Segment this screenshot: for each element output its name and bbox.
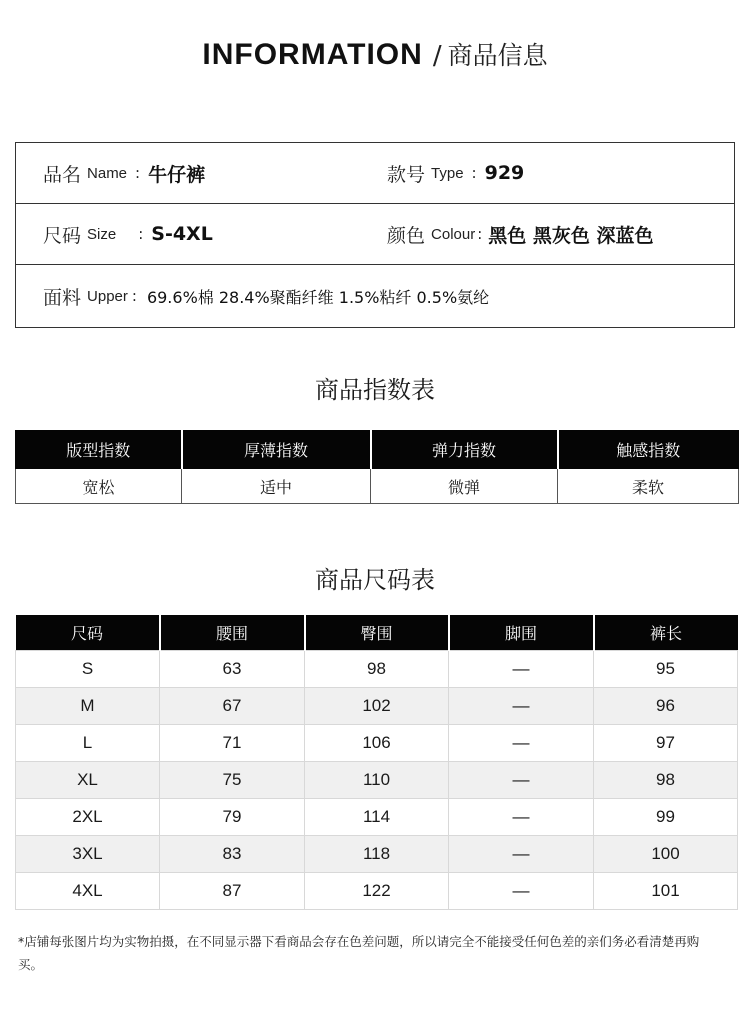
table-cell: 95	[594, 651, 738, 688]
table-cell: 102	[305, 688, 449, 725]
upper-colon: :	[131, 287, 137, 305]
header-title-en: INFORMATION	[202, 38, 423, 71]
size-label-cn: 尺码	[43, 224, 82, 247]
table-row	[16, 688, 738, 725]
table-cell: —	[449, 651, 594, 688]
info-size	[43, 204, 213, 264]
type-value: 929	[484, 162, 525, 184]
size-table-body	[16, 651, 738, 910]
name-label-en: Name	[87, 164, 128, 182]
table-row	[16, 799, 738, 836]
size-colon: :	[138, 225, 144, 243]
type-colon: :	[471, 164, 477, 182]
page-header	[0, 36, 750, 72]
index-header-elasticity: 弹力指数	[371, 431, 558, 469]
table-cell: —	[449, 688, 594, 725]
colour-label-en: Colour	[431, 225, 476, 243]
table-cell: 99	[594, 799, 738, 836]
info-row-name-type	[16, 143, 734, 204]
index-section-title: 商品指数表	[315, 376, 435, 404]
size-header-hip: 臀围	[305, 615, 449, 651]
upper-value: 69.6%棉 28.4%聚酯纤维 1.5%粘纤 0.5%氨纶	[146, 287, 490, 307]
info-upper	[43, 265, 489, 327]
colour-value: 黑色 黑灰色 深蓝色	[488, 224, 654, 247]
size-section-title: 商品尺码表	[315, 566, 435, 594]
index-header-fit: 版型指数	[16, 431, 182, 469]
name-value: 牛仔裤	[148, 163, 206, 186]
upper-label-en: Upper	[87, 287, 128, 305]
table-cell: 71	[160, 725, 305, 762]
index-value-row	[16, 469, 739, 504]
table-row	[16, 836, 738, 873]
table-cell: 118	[305, 836, 449, 873]
info-row-size-colour	[16, 204, 734, 265]
table-cell: —	[449, 762, 594, 799]
table-cell: 67	[160, 688, 305, 725]
table-cell: 75	[160, 762, 305, 799]
header-separator: /	[432, 41, 442, 71]
table-cell: 63	[160, 651, 305, 688]
size-header-size: 尺码	[16, 615, 160, 651]
table-cell: 98	[594, 762, 738, 799]
index-value-fit: 宽松	[16, 469, 182, 504]
index-header-row	[16, 431, 739, 469]
table-row	[16, 873, 738, 910]
size-table	[15, 615, 738, 910]
table-cell: 4XL	[16, 873, 160, 910]
table-cell: —	[449, 873, 594, 910]
size-label-en: Size	[87, 225, 117, 243]
table-cell: M	[16, 688, 160, 725]
table-cell: 110	[305, 762, 449, 799]
table-cell: S	[16, 651, 160, 688]
product-info-box	[15, 142, 735, 328]
table-cell: 114	[305, 799, 449, 836]
table-cell: 122	[305, 873, 449, 910]
colour-colon: :	[477, 225, 483, 243]
table-cell: 100	[594, 836, 738, 873]
type-label-en: Type	[431, 164, 464, 182]
table-row	[16, 762, 738, 799]
size-header-row	[16, 615, 738, 651]
info-type	[387, 143, 524, 203]
disclaimer-note: *店铺每张图片均为实物拍摄，在不同显示器下看商品会存在色差问题，所以请完全不能接受任何色差的亲们务必看清楚再购买。	[18, 934, 700, 972]
info-name	[43, 143, 205, 203]
size-header-waist: 腰围	[160, 615, 305, 651]
upper-label-cn: 面料	[43, 286, 82, 309]
table-cell: 3XL	[16, 836, 160, 873]
table-cell: —	[449, 799, 594, 836]
index-value-thickness: 适中	[182, 469, 371, 504]
colour-label-cn: 颜色	[387, 224, 426, 247]
table-cell: 87	[160, 873, 305, 910]
table-cell: 96	[594, 688, 738, 725]
table-row	[16, 651, 738, 688]
name-label-cn: 品名	[43, 163, 82, 186]
header-title-cn: 商品信息	[447, 41, 548, 70]
table-cell: —	[449, 725, 594, 762]
info-row-upper	[16, 265, 734, 327]
table-cell: 79	[160, 799, 305, 836]
table-cell: —	[449, 836, 594, 873]
table-cell: 97	[594, 725, 738, 762]
table-cell: 98	[305, 651, 449, 688]
index-value-touch: 柔软	[558, 469, 739, 504]
index-header-touch: 触感指数	[558, 431, 739, 469]
info-colour	[387, 204, 654, 264]
index-header-thickness: 厚薄指数	[182, 431, 371, 469]
table-cell: 83	[160, 836, 305, 873]
table-cell: 106	[305, 725, 449, 762]
table-row	[16, 725, 738, 762]
index-table	[15, 430, 739, 504]
size-header-length: 裤长	[594, 615, 738, 651]
size-header-hem: 脚围	[449, 615, 594, 651]
table-cell: XL	[16, 762, 160, 799]
table-cell: 101	[594, 873, 738, 910]
table-cell: L	[16, 725, 160, 762]
table-cell: 2XL	[16, 799, 160, 836]
name-colon: :	[135, 164, 141, 182]
type-label-cn: 款号	[387, 163, 426, 186]
size-value: S-4XL	[151, 223, 213, 245]
index-value-elasticity: 微弹	[371, 469, 558, 504]
